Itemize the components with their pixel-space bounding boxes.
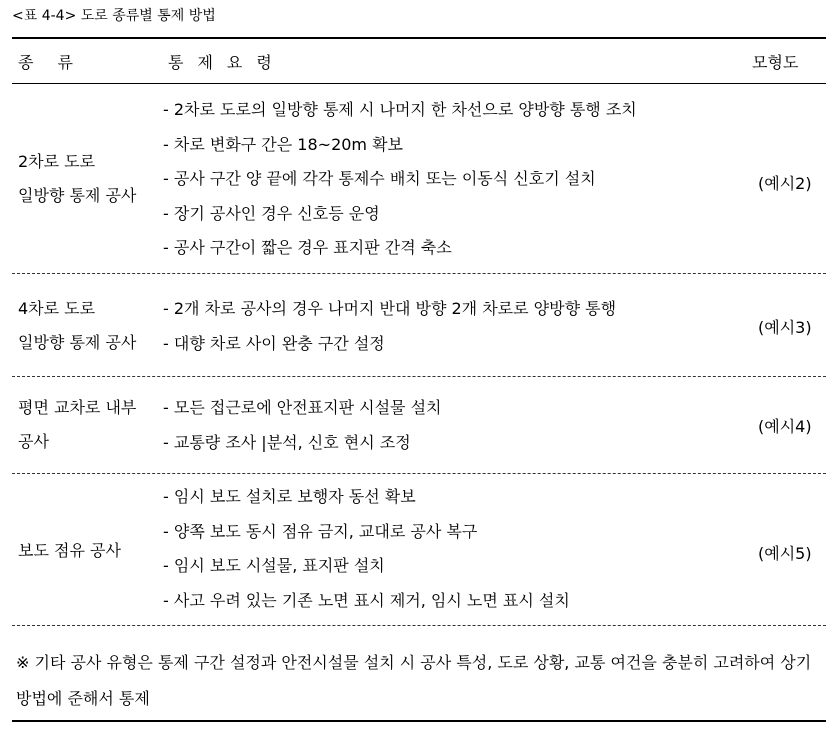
- row-items: [163, 391, 442, 460]
- table-note: ※ 기타 공사 유형은 통제 구간 설정과 안전시설물 설치 시 공사 특성, 도로 상황, 교통 여건을 충분히 고려하여 상기 방법에 준해서 통제: [16, 653, 812, 708]
- list-item: - 교통량 조사 |분석, 신호 현시 조정: [163, 432, 411, 452]
- list-item: - 장기 공사인 경우 신호등 운영: [163, 203, 380, 223]
- row-items: [163, 480, 570, 618]
- row-kind: [18, 292, 136, 360]
- row-kind-line: 공사: [18, 432, 49, 451]
- list-item: - 2개 차로 공사의 경우 나머지 반대 방향 2개 차로로 양방향 통행: [163, 299, 617, 318]
- row-divider: [12, 473, 826, 474]
- header-requirements: 통제요령: [168, 53, 286, 72]
- list-item: - 사고 우려 있는 기존 노면 표시 제거, 임시 노면 표시 설치: [163, 590, 570, 610]
- list-item: - 공사 구간 양 끝에 각각 통제수 배치 또는 이동식 신호기 설치: [163, 169, 596, 188]
- row-items: [163, 93, 637, 266]
- list-item: - 임시 보도 시설물, 표지판 설치: [163, 556, 385, 575]
- list-item: - 차로 변화구 간은 18~20m 확보: [163, 134, 404, 154]
- row-kind: [18, 534, 121, 568]
- row-kind-line: 평면 교차로 내부: [18, 398, 137, 417]
- row-kind-line: 일방향 통제 공사: [18, 186, 137, 205]
- table-caption: <표 4-4> 도로 종류별 통제 방법: [12, 8, 216, 24]
- row-figure: (예시3): [758, 318, 812, 337]
- row-divider: [12, 273, 826, 274]
- row-kind: [18, 391, 136, 459]
- table-top-rule: [12, 37, 826, 39]
- row-divider: [12, 376, 826, 377]
- list-item: - 대향 차로 사이 완충 구간 설정: [163, 333, 385, 353]
- row-divider: [12, 625, 826, 626]
- row-kind: [18, 145, 136, 213]
- list-item: - 양쪽 보도 동시 점유 금지, 교대로 공사 복구: [163, 521, 478, 541]
- list-item: - 2차로 도로의 일방향 통제 시 나머지 한 차선으로 양방향 통행 조치: [163, 100, 637, 119]
- list-item: - 공사 구간이 짧은 경우 표지판 간격 축소: [163, 238, 452, 257]
- row-items: [163, 292, 616, 361]
- row-figure: (예시5): [758, 544, 812, 563]
- row-kind-line: 일방향 통제 공사: [18, 333, 137, 352]
- header-figure: 모형도: [752, 53, 799, 72]
- header-kind: 종류: [18, 53, 97, 72]
- row-kind-line: 2차로 도로: [18, 152, 96, 171]
- row-figure: (예시2): [758, 174, 812, 193]
- list-item: - 임시 보도 설치로 보행자 동선 확보: [163, 487, 416, 506]
- list-item: - 모든 접근로에 안전표지판 시설물 설치: [163, 398, 442, 417]
- row-kind-line: 보도 점유 공사: [18, 541, 121, 560]
- table-bottom-rule: [12, 720, 826, 722]
- row-kind-line: 4차로 도로: [18, 299, 96, 318]
- header-rule: [12, 83, 826, 84]
- row-figure: (예시4): [758, 417, 812, 436]
